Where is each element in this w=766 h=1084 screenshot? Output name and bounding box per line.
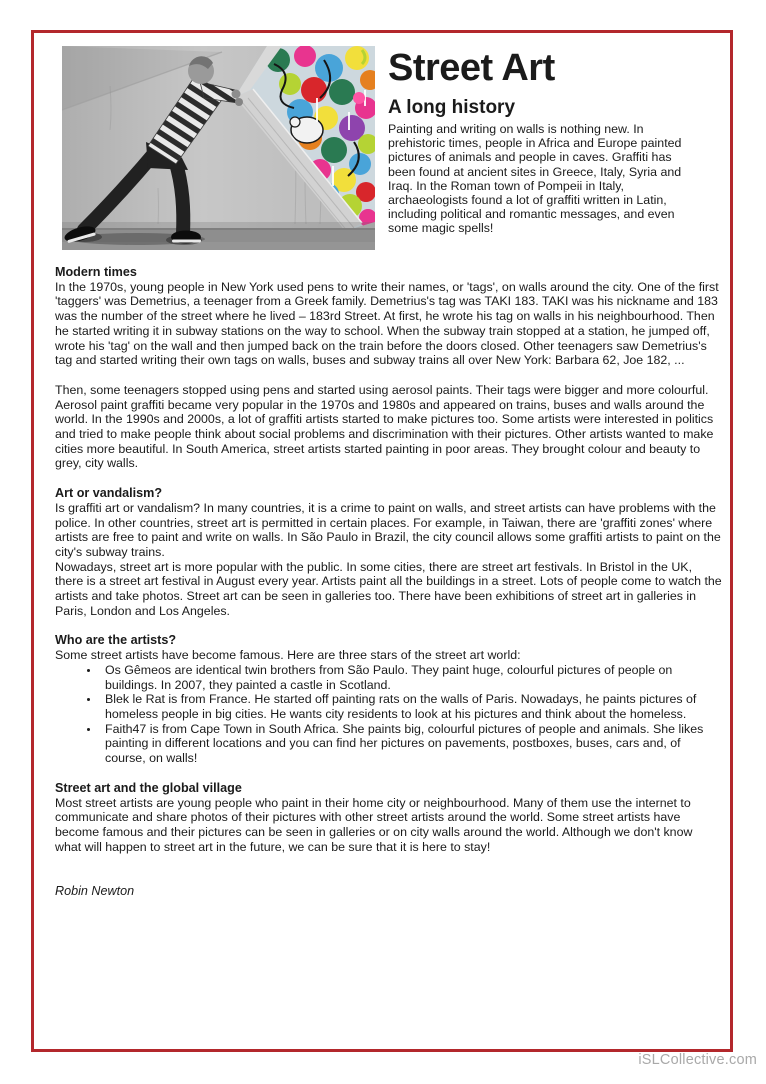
red-border-frame [31, 30, 733, 1052]
list-item-blek-le-rat: • Blek le Rat is from France. He started off painting rats on the walls of Paris. Nowadays, he paints pictures of homeless people in big cities. He wants city residents to look at his pictures and think about the homeless. [100, 692, 722, 721]
modern-times-paragraph-2: Then, some teenagers stopped using pens and started using aerosol paints. Their tags were bigger and more colourful. Aerosol paint graffiti became very popular in the 1970s and 1980s and appeared on trains, buses and walls around the world. In the 1990s and 2000s, a lot of graffiti artists started to make pictures too. Some artists were interested in politics and tried to make people think about social problems and discrimination with their pictures. Other artists wanted to make cities more beautiful. In South America, street artists started painting in poor areas. They brought colour and beauty to grey, city walls. [55, 382, 714, 471]
section-art-or-vandalism [55, 486, 722, 618]
heading-modern-times: Modern times [55, 265, 137, 279]
heading-a-long-history: A long history [388, 96, 516, 118]
section-modern-times [55, 265, 722, 471]
intro-paragraph: Painting and writing on walls is nothing new. In prehistoric times, people in Africa and Europe painted pictures of animals and people in caves. Graffiti has been found at ancient sites in Greece, Italy, Syria and Iraq. In the Roman town of Pompeii in Italy, archaeologists found a lot of graffiti written in Latin, including political and romantic messages, and even some magic spells! [388, 121, 682, 236]
author-name: Robin Newton [55, 884, 135, 899]
front-shoe [171, 231, 201, 244]
section-global-village [55, 781, 722, 855]
global-village-paragraph: Most street artists are young people who paint in their home city or neighbourhood. Many of them use the internet to communicate and share photos of their pictures with other street artists around the world. Some street artists have become famous and their pictures can be seen in galleries or on city walls around the world. Although we don't know what will happen to street art in the future, we can be sure that it is here to stay! [55, 795, 693, 854]
section-who-are-the-artists [55, 633, 722, 765]
header-text-column [388, 46, 722, 250]
modern-times-paragraph-1: In the 1970s, young people in New York used pens to write their names, or 'tags', on walls around the city. One of the first 'taggers' was Demetrius, a teenager from a Greek family. Demetrius's tag was TAKI 183. TAKI was his nickname and 183 was the number of the street where he lived – 183rd Street. At first, he wrote his tag on walls in his neighbourhood. Then he started writing it in subway stations on the way to school. When the subway train stopped at a station, he jumped off, wrote his 'tag' on the wall and then jumped back on the train before the doors closed. Other teenagers saw Demetrius's tag and started writing their own tags on walls, buses and subway trains all over New York: Barbara 62, Joe 182, ... [55, 279, 719, 368]
header [55, 46, 722, 250]
art-or-vandalism-paragraph-2: Nowadays, street art is more popular with the public. In some cities, there are street art festivals. In Bristol in the UK, there is a street art festival in August every year. Artists paint all the buildings in a street. Lots of people come to watch the artists and take photos. Street art can be seen in galleries too. There have been exhibitions of street art in galleries in Paris, London and Los Angeles. [55, 559, 722, 618]
islcollective-watermark: iSLCollective.com [638, 1052, 757, 1068]
street-art-photo [62, 46, 375, 250]
list-item-faith47: • Faith47 is from Cape Town in South Africa. She paints big, colourful pictures of people and animals. She likes painting in different locations and you can find her pictures on pavements, postboxes, buses, cars and, of course, on walls! [100, 722, 722, 766]
list-item-os-gemeos: • Os Gêmeos are identical twin brothers from São Paulo. They paint huge, colourful pictures of people on buildings. In 2007, they painted a castle in Scotland. [100, 663, 722, 692]
page-title: Street Art [388, 47, 555, 89]
heading-global-village: Street art and the global village [55, 780, 242, 795]
artist-list [55, 663, 722, 766]
street-art-photo-graphic [62, 46, 375, 250]
art-or-vandalism-paragraph-1: Is graffiti art or vandalism? In many countries, it is a crime to paint on walls, and street artists can have problems with the police. In other countries, street art is permitted in certain places. For example, in Taiwan, there are 'graffiti zones' where artists are free to paint and write on walls. In São Paulo in Brazil, the city council allows some graffiti artists to paint on the city's subway trains. [55, 500, 721, 559]
heading-art-or-vandalism: Art or vandalism? [55, 486, 163, 501]
heading-who-are-the-artists: Who are the artists? [55, 633, 177, 648]
artists-intro: Some street artists have become famous. Here are three stars of the street art world: [55, 648, 521, 663]
